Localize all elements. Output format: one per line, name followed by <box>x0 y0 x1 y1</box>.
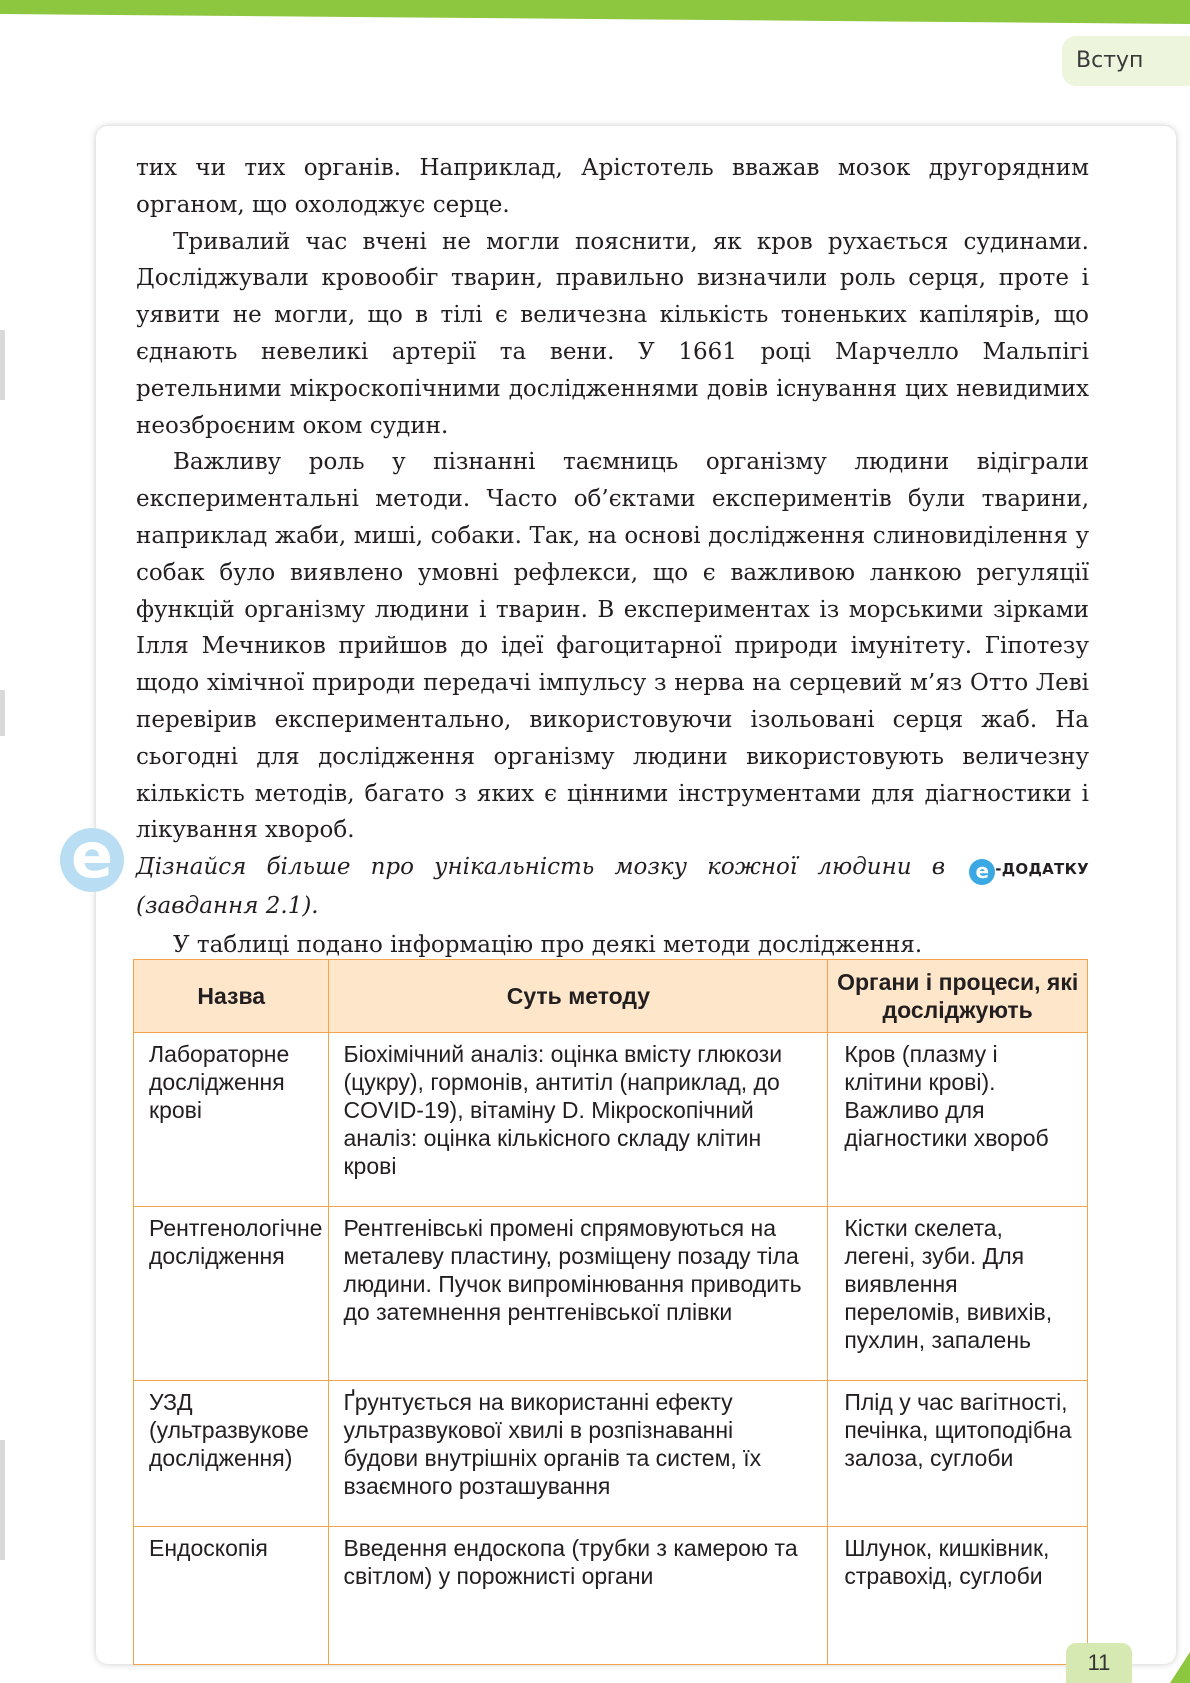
cell-essence: Біохімічний аналіз: оцінка вмісту глюкози (цукру), гормонів, антитіл (наприклад, до COVID-19), вітаміну D. Мікроскопічний аналіз: оцінка кількісного складу клітин крові <box>329 1033 828 1207</box>
left-edge-marker <box>0 330 5 400</box>
cell-organs: Кров (плазму і клітини крові). Важливо для діагностики хвороб <box>828 1033 1088 1207</box>
eaddon-reference <box>136 849 1089 925</box>
body-text <box>136 150 1089 964</box>
eaddon-margin-icon[interactable]: e <box>60 828 124 892</box>
cell-name: Ендоскопія <box>134 1527 329 1665</box>
cell-name: Рентгенологічне дослідження <box>134 1207 329 1381</box>
table-intro: У таблиці подано інформацію про деякі методи дослідження. <box>173 931 923 958</box>
paragraph: тих чи тих органів. Наприклад, Арістотель вважав мозок другорядним органом, що охолоджує серце. <box>136 155 1089 218</box>
methods-table <box>133 959 1088 1665</box>
eaddon-text: Дізнайся більше про унікальність мозку кожної людини в <box>136 854 966 881</box>
bottom-corner-accent <box>1170 1652 1190 1683</box>
table-header-row <box>134 960 1088 1033</box>
cell-organs: Шлунок, кишківник, стравохід, суглоби <box>828 1527 1088 1665</box>
eaddon-task: (завдання 2.1). <box>136 892 319 919</box>
table-row <box>134 1381 1088 1527</box>
cell-name: УЗД (ультразвукове дослідження) <box>134 1381 329 1527</box>
page-number: 11 <box>1066 1643 1132 1683</box>
left-edge-marker <box>0 1440 5 1560</box>
paragraph: Важливу роль у пізнанні таємниць організму людини відіграли експериментальні методи. Часто об’єктами експериментів були тварини, наприклад жаби, миші, собаки. Так, на основі дослідження слиновиділення у собак було виявлено умовні рефлекси, що є важливою ланкою регуляції функцій організму людини і тварин. В експериментах із морськими зірками Ілля Мечников прийшов до ідеї фагоцитарної природи імунітету. Гіпотезу щодо хімічної природи передачі імпульсу з нерва на серцевий м’яз Отто Леві перевірив експериментально, використовуючи ізольовані серця жаб. На сьогодні для дослідження організму людини використовують величезну кількість методів, багато з яких є цінними інструментами для діагностики і лікування хвороб. <box>136 449 1089 844</box>
eaddon-inline-icon[interactable]: e <box>969 859 995 885</box>
table-row <box>134 1207 1088 1381</box>
table-row <box>134 1033 1088 1207</box>
top-green-band <box>0 0 1190 32</box>
header-essence: Суть методу <box>329 960 828 1033</box>
header-organs: Органи і процеси, які досліджують <box>828 960 1088 1033</box>
cell-organs: Кістки скелета, легені, зуби. Для виявлення переломів, вивихів, пухлин, запалень <box>828 1207 1088 1381</box>
cell-name: Лабораторне дослідження крові <box>134 1033 329 1207</box>
left-edge-marker <box>0 690 5 736</box>
section-label: Вступ <box>1062 36 1190 86</box>
cell-essence: Ґрунтується на використанні ефекту ультразвукової хвилі в розпізнаванні будови внутрішніх органів та систем, їх взаємного розташування <box>329 1381 828 1527</box>
header-name: Назва <box>134 960 329 1033</box>
cell-essence: Рентгенівські промені спрямовуються на металеву пластину, розміщену позаду тіла людини. Пучок випромінювання приводить до затемнення рентгенівської плівки <box>329 1207 828 1381</box>
eaddon-word[interactable]: -ДОДАТКУ <box>995 860 1089 879</box>
paragraph: Тривалий час вчені не могли пояснити, як кров рухається судинами. Досліджували кровообіг тварин, правильно визначили роль серця, проте і уявити не могли, що в тілі є величезна кількість тоненьких капілярів, що єднають невеликі артерії та вени. У 1661 році Марчелло Мальпігі ретельними мікроскопічними дослідженнями довів існування цих невидимих неозброєним оком судин. <box>136 228 1089 439</box>
cell-essence: Введення ендоскопа (трубки з камерою та світлом) у порожнисті органи <box>329 1527 828 1665</box>
cell-organs: Плід у час вагітності, печінка, щитоподібна залоза, суглоби <box>828 1381 1088 1527</box>
table-row <box>134 1527 1088 1665</box>
